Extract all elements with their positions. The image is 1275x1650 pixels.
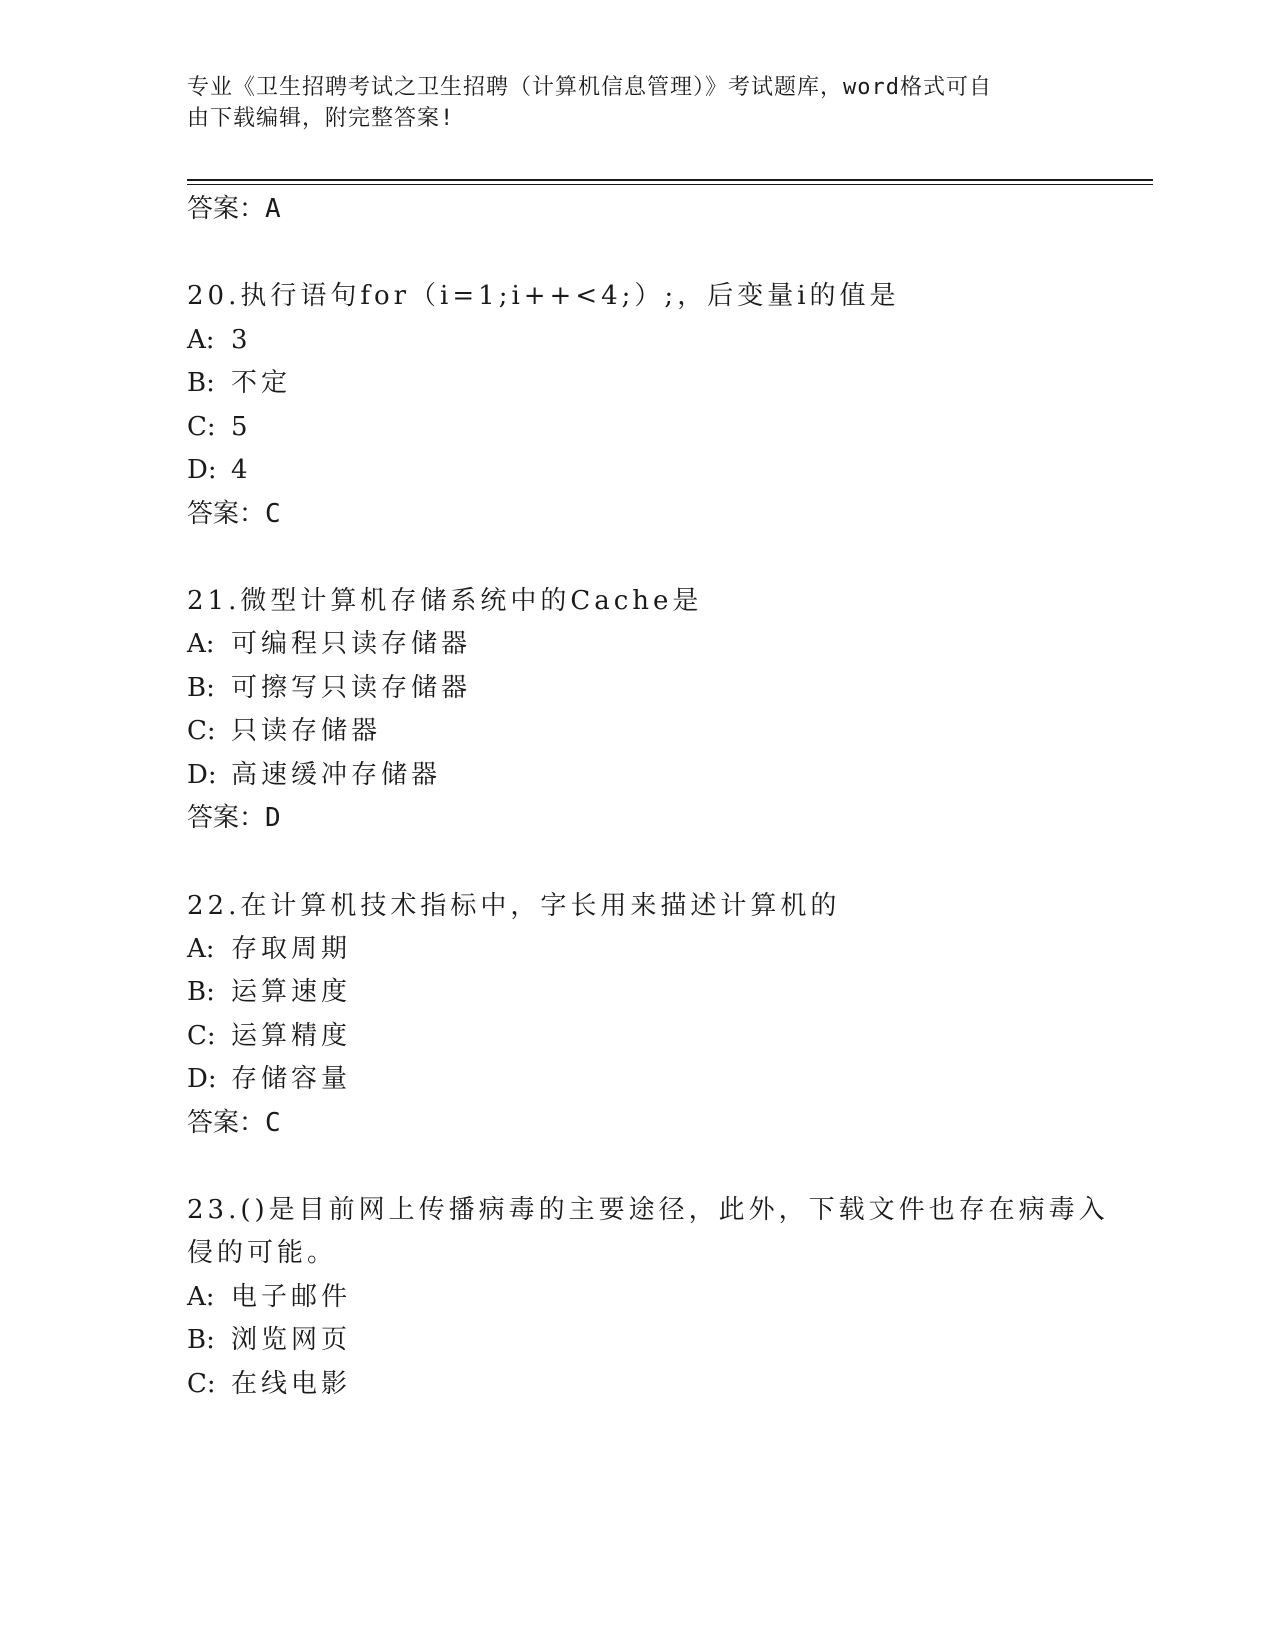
header-line: 专业《卫生招聘考试之卫生招聘（计算机信息管理）》考试题库，word格式可自 — [187, 75, 992, 100]
answer-line: 答案：D — [187, 803, 281, 833]
option-key: B: — [187, 977, 215, 1007]
option-a — [187, 624, 471, 664]
option-a — [187, 929, 351, 969]
option-key: A: — [187, 325, 215, 355]
option-key: D: — [187, 760, 217, 790]
option-c — [187, 1364, 351, 1404]
option-key: C: — [187, 412, 216, 442]
question-text: 20.执行语句for（i=1;i++<4;）;，后变量i的值是 — [187, 281, 900, 311]
option-text: 电子邮件 — [231, 1282, 352, 1312]
option-text: 运算精度 — [231, 1021, 352, 1051]
option-text: 存取周期 — [231, 934, 352, 964]
question-text: 21.微型计算机存储系统中的Cache是 — [187, 586, 703, 616]
option-b — [187, 972, 351, 1012]
option-key: B: — [187, 673, 215, 703]
option-key: A: — [187, 934, 215, 964]
option-text: 高速缓冲存储器 — [231, 760, 442, 790]
option-key: A: — [187, 629, 215, 659]
option-c — [187, 407, 252, 447]
option-text: 浏览网页 — [231, 1325, 352, 1355]
question-text: 22.在计算机技术指标中，字长用来描述计算机的 — [187, 891, 841, 921]
option-b — [187, 1320, 351, 1360]
option-d — [187, 450, 252, 490]
option-c — [187, 1016, 351, 1056]
question-text-continued: 侵的可能。 — [187, 1238, 338, 1268]
option-c — [187, 711, 381, 751]
document-header — [187, 72, 1067, 134]
option-b — [187, 363, 291, 403]
option-key: C: — [187, 1369, 216, 1399]
option-text: 只读存储器 — [231, 716, 382, 746]
answer-line: 答案：A — [187, 194, 281, 224]
option-text: 3 — [231, 325, 252, 355]
option-key: D: — [187, 1064, 217, 1094]
option-key: D: — [187, 455, 217, 485]
option-d — [187, 1059, 351, 1099]
option-text: 存储容量 — [231, 1064, 352, 1094]
option-key: A: — [187, 1282, 215, 1312]
option-key: B: — [187, 1325, 215, 1355]
option-a — [187, 1277, 351, 1317]
header-divider — [187, 179, 1153, 181]
answer-line: 答案：C — [187, 1108, 281, 1138]
option-text: 在线电影 — [231, 1369, 352, 1399]
option-key: B: — [187, 368, 215, 398]
option-d — [187, 755, 441, 795]
option-b — [187, 668, 471, 708]
option-text: 可编程只读存储器 — [231, 629, 472, 659]
question-text: 23.()是目前网上传播病毒的主要途径，此外，下载文件也存在病毒入 — [187, 1195, 1109, 1225]
header-line: 由下载编辑，附完整答案! — [187, 106, 455, 131]
option-text: 5 — [231, 412, 252, 442]
answer-line: 答案：C — [187, 499, 281, 529]
option-text: 运算速度 — [231, 977, 352, 1007]
option-text: 可擦写只读存储器 — [231, 673, 472, 703]
option-text: 不定 — [231, 368, 292, 398]
header-divider-thin — [187, 184, 1153, 185]
option-text: 4 — [231, 455, 252, 485]
option-key: C: — [187, 716, 216, 746]
option-key: C: — [187, 1021, 216, 1051]
option-a — [187, 320, 252, 360]
